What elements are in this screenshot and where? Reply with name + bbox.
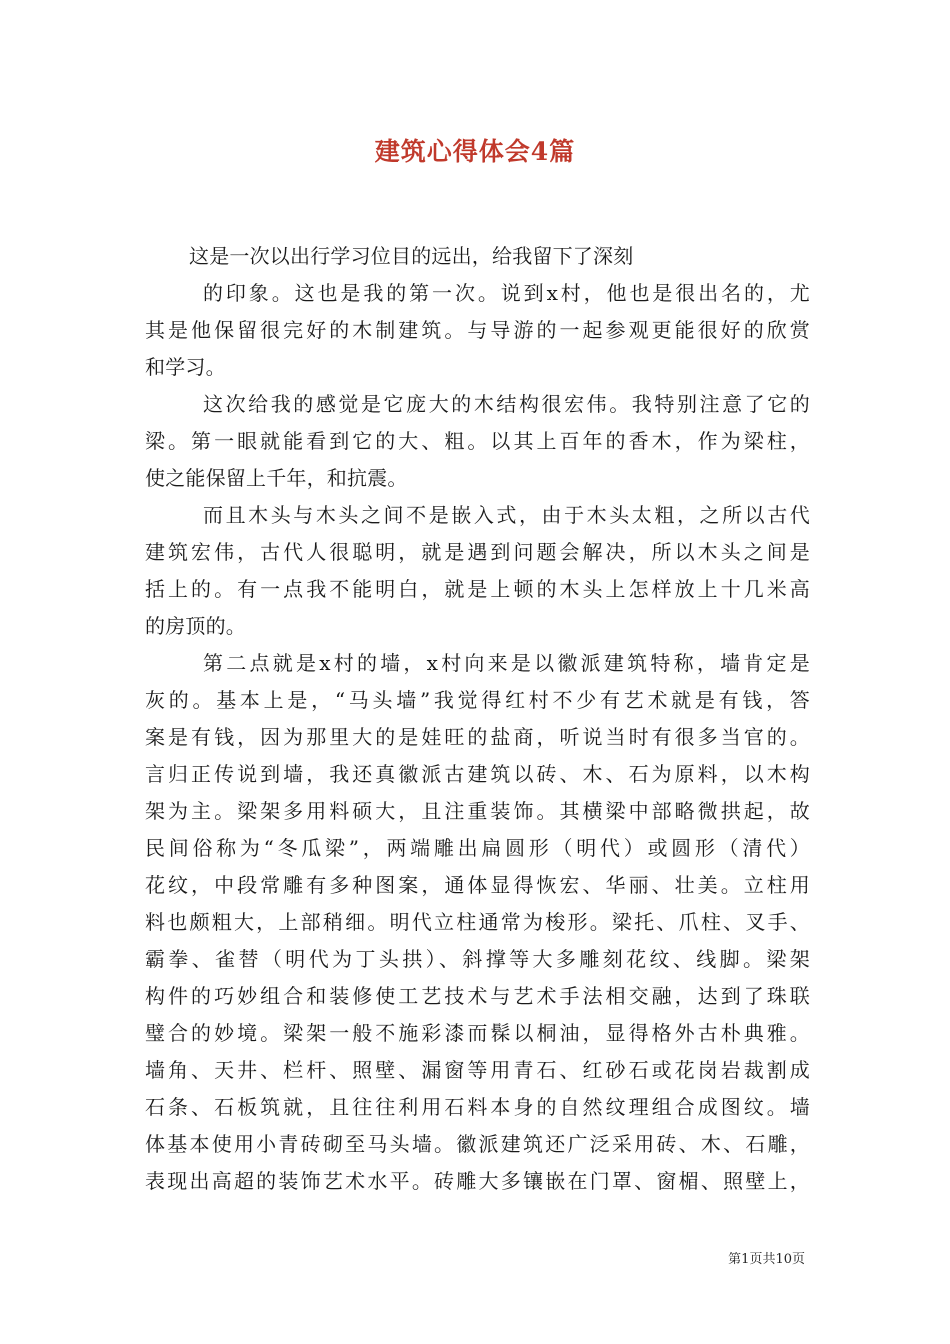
- body-line: 而且木头与木头之间不是嵌入式，由于木头太粗，之所以古代: [203, 503, 810, 527]
- body-line: 和学习。: [145, 355, 226, 379]
- body-line: 民间俗称为“冬瓜梁”，两端雕出扁圆形（明代）或圆形（清代）: [145, 836, 810, 860]
- body-line: 墙角、天井、栏杆、照壁、漏窗等用青石、红砂石或花岗岩裁割成: [145, 1058, 810, 1082]
- body-line: 使之能保留上千年，和抗震。: [145, 466, 408, 490]
- body-line: 花纹，中段常雕有多种图案，通体显得恢宏、华丽、壮美。立柱用: [145, 873, 810, 897]
- body-line: 这次给我的感觉是它庞大的木结构很宏伟。我特别注意了它的: [203, 392, 810, 416]
- body-line: 言归正传说到墙，我还真徽派古建筑以砖、木、石为原料，以木构: [145, 762, 810, 786]
- body-line: 体基本使用小青砖砌至马头墙。徽派建筑还广泛采用砖、木、石雕，: [145, 1132, 810, 1156]
- body-line: 霸拳、雀替（明代为丁头拱）、斜撑等大多雕刻花纹、线脚。梁架: [145, 947, 810, 971]
- body-line: 的印象。这也是我的第一次。说到x村，他也是很出名的，尤: [203, 281, 810, 305]
- document-title: 建筑心得体会4篇: [374, 137, 576, 166]
- body-line: 灰的。基本上是，“马头墙”我觉得红村不少有艺术就是有钱，答: [145, 688, 810, 712]
- body-line: 石条、石板筑就，且往往利用石料本身的自然纹理组合成图纹。墙: [145, 1095, 810, 1119]
- body-line: 第二点就是x村的墙，x村向来是以徽派建筑特称，墙肯定是: [203, 651, 810, 675]
- body-line: 建筑宏伟，古代人很聪明，就是遇到问题会解决，所以木头之间是: [145, 540, 810, 564]
- body-line: 璧合的妙境。梁架一般不施彩漆而髹以桐油，显得格外古朴典雅。: [145, 1021, 810, 1045]
- body-line: 这是一次以出行学习位目的远出，给我留下了深刻: [189, 244, 634, 268]
- document-body: [145, 238, 810, 1200]
- body-line: 料也颇粗大，上部稍细。明代立柱通常为梭形。梁托、爪柱、叉手、: [145, 910, 810, 934]
- body-line: 架为主。梁架多用料硕大，且注重装饰。其横梁中部略微拱起，故: [145, 799, 810, 823]
- body-line: 的房顶的。: [145, 614, 246, 638]
- body-line: 括上的。有一点我不能明白，就是上顿的木头上怎样放上十几米高: [145, 577, 810, 601]
- body-line: 梁。第一眼就能看到它的大、粗。以其上百年的香木，作为梁柱，: [145, 429, 810, 453]
- page-footer: 第1页共10页: [728, 1252, 805, 1267]
- body-line: 案是有钱，因为那里大的是娃旺的盐商，听说当时有很多当官的。: [145, 725, 810, 749]
- body-line: 表现出高超的装饰艺术水平。砖雕大多镶嵌在门罩、窗楣、照壁上，: [145, 1169, 810, 1193]
- body-line: 构件的巧妙组合和装修使工艺技术与艺术手法相交融，达到了珠联: [145, 984, 810, 1008]
- body-line: 其是他保留很完好的木制建筑。与导游的一起参观更能很好的欣赏: [145, 318, 810, 342]
